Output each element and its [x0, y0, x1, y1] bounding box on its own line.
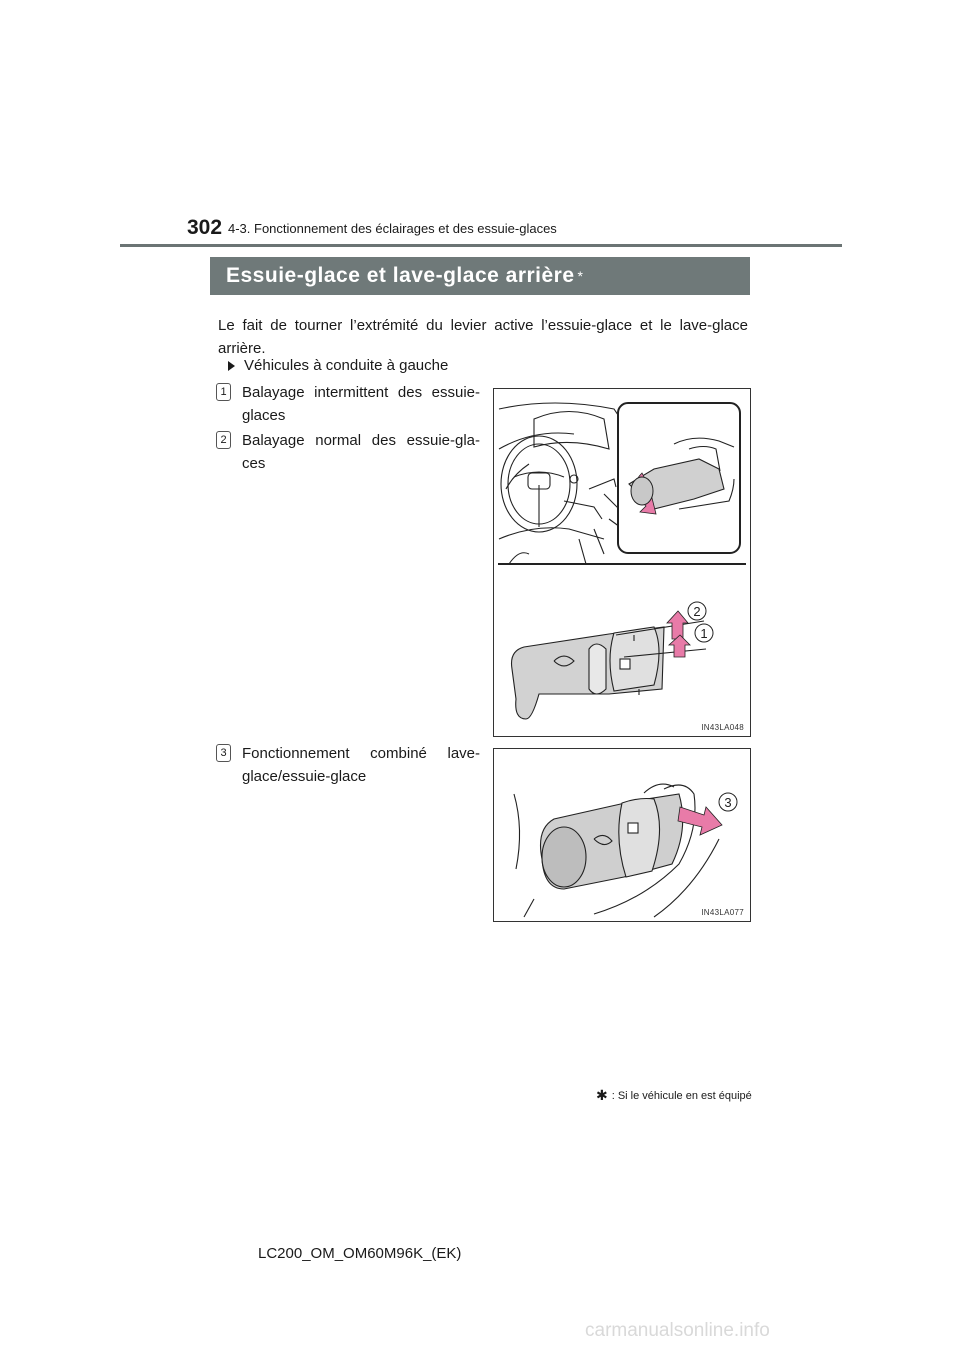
- variant-text: Véhicules à conduite à gauche: [244, 357, 449, 374]
- list-item: [216, 381, 480, 427]
- arrow-right-icon: [678, 807, 722, 835]
- callout-label: 3: [724, 795, 732, 810]
- item-text: Balayage normal des essuie-gla-ces: [242, 432, 480, 472]
- section-title: Essuie-glace et lave-glace arrière: [226, 264, 575, 287]
- optional-equipment-marker: *: [577, 268, 583, 284]
- item-text: Fonctionnement combiné lave-glace/essuie-glace: [242, 745, 480, 785]
- item-text: Balayage intermittent des essuie-glaces: [242, 384, 480, 424]
- chapter-title: 4-3. Fonctionnement des éclairages et des essuie-glaces: [228, 221, 557, 236]
- callout-label: 1: [700, 626, 708, 641]
- figure-code: IN43LA077: [701, 908, 744, 917]
- document-code: LC200_OM_OM60M96K_(EK): [258, 1245, 462, 1262]
- figure-code: IN43LA048: [701, 723, 744, 732]
- variant-label: [228, 357, 448, 374]
- intro-paragraph: Le fait de tourner l’extrémité du levier active l’essuie-glace et le lave-glace arrière.: [218, 317, 748, 357]
- item-number-badge: 3: [216, 744, 231, 762]
- footnote-text: : Si le véhicule en est équipé: [611, 1089, 752, 1102]
- triangle-bullet-icon: [228, 361, 235, 371]
- watermark: carmanualsonline.info: [585, 1320, 770, 1341]
- callout-label: 2: [693, 604, 701, 619]
- header-rule: [120, 244, 842, 247]
- lever-push-illustration: [494, 749, 750, 921]
- figure-washer-lever-push: [493, 748, 751, 922]
- page-number: 302: [187, 216, 223, 239]
- asterisk-icon: ✱: [596, 1087, 608, 1103]
- section-banner: [210, 257, 750, 295]
- footnote: [596, 1087, 752, 1104]
- list-item: [216, 742, 480, 788]
- item-number-badge: 1: [216, 383, 231, 401]
- dashboard-illustration: [494, 389, 750, 736]
- list-item: [216, 429, 480, 475]
- figure-wiper-lever-rotation: [493, 388, 751, 737]
- item-number-badge: 2: [216, 431, 231, 449]
- arrow-up-icon: [667, 611, 688, 639]
